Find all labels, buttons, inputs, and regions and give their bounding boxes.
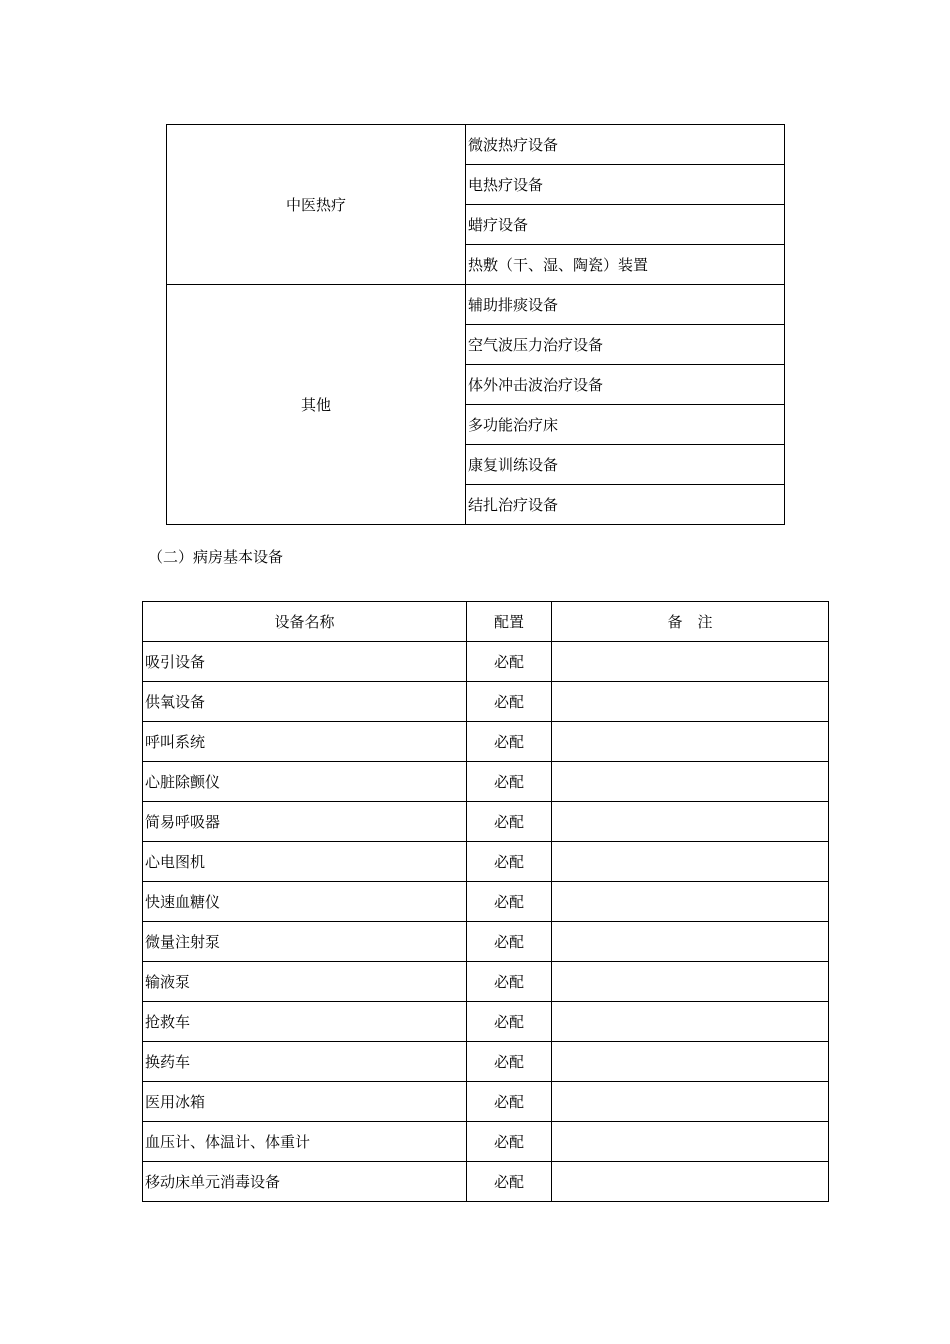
section-heading: （二）病房基本设备	[148, 548, 284, 566]
equipment-name-cell: 呼叫系统	[143, 722, 467, 762]
config-cell: 必配	[467, 842, 552, 882]
note-cell	[552, 1122, 829, 1162]
table-row	[167, 285, 785, 325]
note-cell	[552, 1082, 829, 1122]
table-row	[143, 922, 829, 962]
equipment-name-cell: 移动床单元消毒设备	[143, 1162, 467, 1202]
config-cell: 必配	[467, 1162, 552, 1202]
table-row	[143, 1082, 829, 1122]
note-cell	[552, 722, 829, 762]
table-row	[143, 1002, 829, 1042]
header-equipment-name: 设备名称	[143, 602, 467, 642]
config-cell: 必配	[467, 762, 552, 802]
note-cell	[552, 642, 829, 682]
note-cell	[552, 682, 829, 722]
equipment-name-cell: 换药车	[143, 1042, 467, 1082]
equipment-item-cell: 电热疗设备	[466, 165, 785, 205]
equipment-category-table	[166, 124, 785, 525]
equipment-name-cell: 血压计、体温计、体重计	[143, 1122, 467, 1162]
equipment-name-cell: 吸引设备	[143, 642, 467, 682]
equipment-item-cell: 康复训练设备	[466, 445, 785, 485]
equipment-name-cell: 微量注射泵	[143, 922, 467, 962]
ward-equipment-table	[142, 601, 829, 1202]
equipment-item-cell: 体外冲击波治疗设备	[466, 365, 785, 405]
equipment-item-cell: 空气波压力治疗设备	[466, 325, 785, 365]
config-cell: 必配	[467, 722, 552, 762]
table-row	[143, 642, 829, 682]
config-cell: 必配	[467, 1002, 552, 1042]
config-cell: 必配	[467, 1122, 552, 1162]
equipment-name-cell: 医用冰箱	[143, 1082, 467, 1122]
equipment-item-cell: 蜡疗设备	[466, 205, 785, 245]
equipment-name-cell: 抢救车	[143, 1002, 467, 1042]
note-cell	[552, 1002, 829, 1042]
note-cell	[552, 962, 829, 1002]
config-cell: 必配	[467, 642, 552, 682]
note-cell	[552, 762, 829, 802]
table-row	[143, 762, 829, 802]
equipment-name-cell: 心电图机	[143, 842, 467, 882]
note-cell	[552, 882, 829, 922]
equipment-name-cell: 供氧设备	[143, 682, 467, 722]
equipment-item-cell: 热敷（干、湿、陶瓷）装置	[466, 245, 785, 285]
note-cell	[552, 922, 829, 962]
table-row	[143, 1162, 829, 1202]
header-config: 配置	[467, 602, 552, 642]
config-cell: 必配	[467, 922, 552, 962]
header-note: 备注	[552, 602, 829, 642]
equipment-name-cell: 简易呼吸器	[143, 802, 467, 842]
note-cell	[552, 842, 829, 882]
equipment-item-cell: 微波热疗设备	[466, 125, 785, 165]
table-row	[143, 842, 829, 882]
table-row	[143, 1042, 829, 1082]
table-row	[143, 882, 829, 922]
table-row	[143, 962, 829, 1002]
table-row	[143, 1122, 829, 1162]
category-cell: 其他	[167, 285, 466, 525]
config-cell: 必配	[467, 882, 552, 922]
equipment-item-cell: 结扎治疗设备	[466, 485, 785, 525]
config-cell: 必配	[467, 1042, 552, 1082]
table-row	[143, 802, 829, 842]
note-cell	[552, 802, 829, 842]
equipment-item-cell: 辅助排痰设备	[466, 285, 785, 325]
table-row	[167, 125, 785, 165]
table-header-row	[143, 602, 829, 642]
equipment-name-cell: 心脏除颤仪	[143, 762, 467, 802]
config-cell: 必配	[467, 962, 552, 1002]
config-cell: 必配	[467, 1082, 552, 1122]
category-cell: 中医热疗	[167, 125, 466, 285]
table-row	[143, 682, 829, 722]
note-cell	[552, 1042, 829, 1082]
table-row	[143, 722, 829, 762]
equipment-name-cell: 快速血糖仪	[143, 882, 467, 922]
config-cell: 必配	[467, 682, 552, 722]
equipment-item-cell: 多功能治疗床	[466, 405, 785, 445]
equipment-name-cell: 输液泵	[143, 962, 467, 1002]
note-cell	[552, 1162, 829, 1202]
config-cell: 必配	[467, 802, 552, 842]
